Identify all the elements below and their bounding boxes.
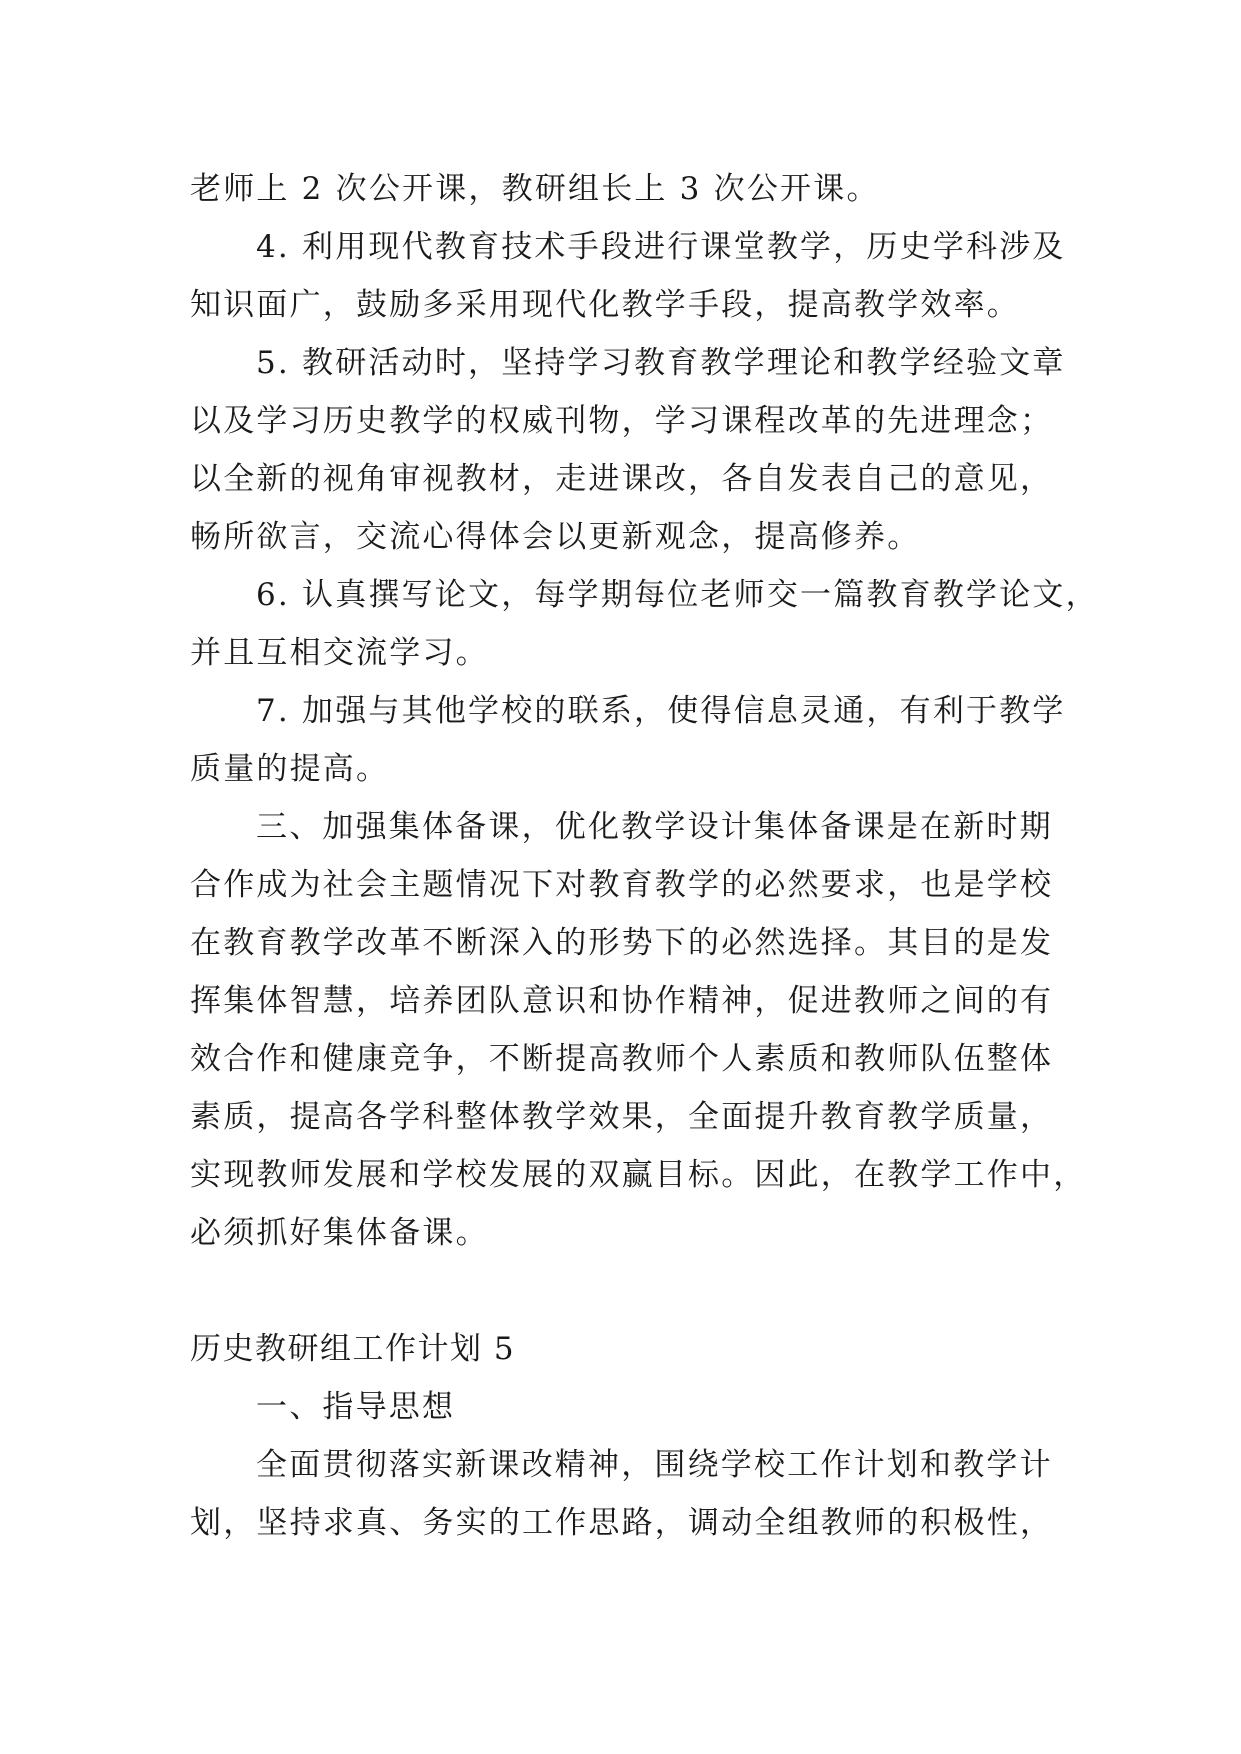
text-line: 知识面广，鼓励多采用现代化教学手段，提高教学效率。: [190, 287, 1020, 323]
text-line: 6. 认真撰写论文，每学期每位老师交一篇教育教学论文，: [256, 577, 1099, 613]
text-line: 全面贯彻落实新课改精神，围绕学校工作计划和教学计: [256, 1447, 1053, 1483]
text-line: 质量的提高。: [190, 751, 390, 787]
text-line: 老师上 2 次公开课，教研组长上 3 次公开课。: [190, 171, 880, 207]
document-body: [190, 160, 1099, 1552]
subsection-heading: 一、指导思想: [256, 1389, 456, 1425]
text-line: 合作成为社会主题情况下对教育教学的必然要求，也是学校: [190, 867, 1054, 903]
text-line: 划，坚持求真、务实的工作思路，调动全组教师的积极性，: [190, 1505, 1054, 1541]
text-line: 7. 加强与其他学校的联系，使得信息灵通，有利于教学: [256, 693, 1066, 729]
text-line: 实现教师发展和学校发展的双赢目标。因此，在教学工作中，: [190, 1157, 1087, 1193]
text-line: 三、加强集体备课，优化教学设计集体备课是在新时期: [256, 809, 1053, 845]
text-line: 以全新的视角审视教材，走进课改，各自发表自己的意见，: [190, 461, 1054, 497]
section-title: 历史教研组工作计划 5: [190, 1331, 516, 1367]
text-line: 畅所欲言，交流心得体会以更新观念，提高修养。: [190, 519, 921, 555]
text-line: 素质，提高各学科整体教学效果，全面提升教育教学质量，: [190, 1099, 1054, 1135]
text-line: 以及学习历史教学的权威刊物，学习课程改革的先进理念；: [190, 403, 1054, 439]
text-line: 效合作和健康竞争，不断提高教师个人素质和教师队伍整体: [190, 1041, 1054, 1077]
text-line: 并且互相交流学习。: [190, 635, 489, 671]
text-line: 挥集体智慧，培养团队意识和协作精神，促进教师之间的有: [190, 983, 1054, 1019]
text-line: 4. 利用现代教育技术手段进行课堂教学，历史学科涉及: [256, 229, 1066, 265]
text-line: 必须抓好集体备课。: [190, 1215, 489, 1251]
text-line: 5. 教研活动时，坚持学习教育教学理论和教学经验文章: [256, 345, 1066, 381]
section-spacer: [190, 1262, 1058, 1320]
text-line: 在教育教学改革不断深入的形势下的必然选择。其目的是发: [190, 925, 1054, 961]
